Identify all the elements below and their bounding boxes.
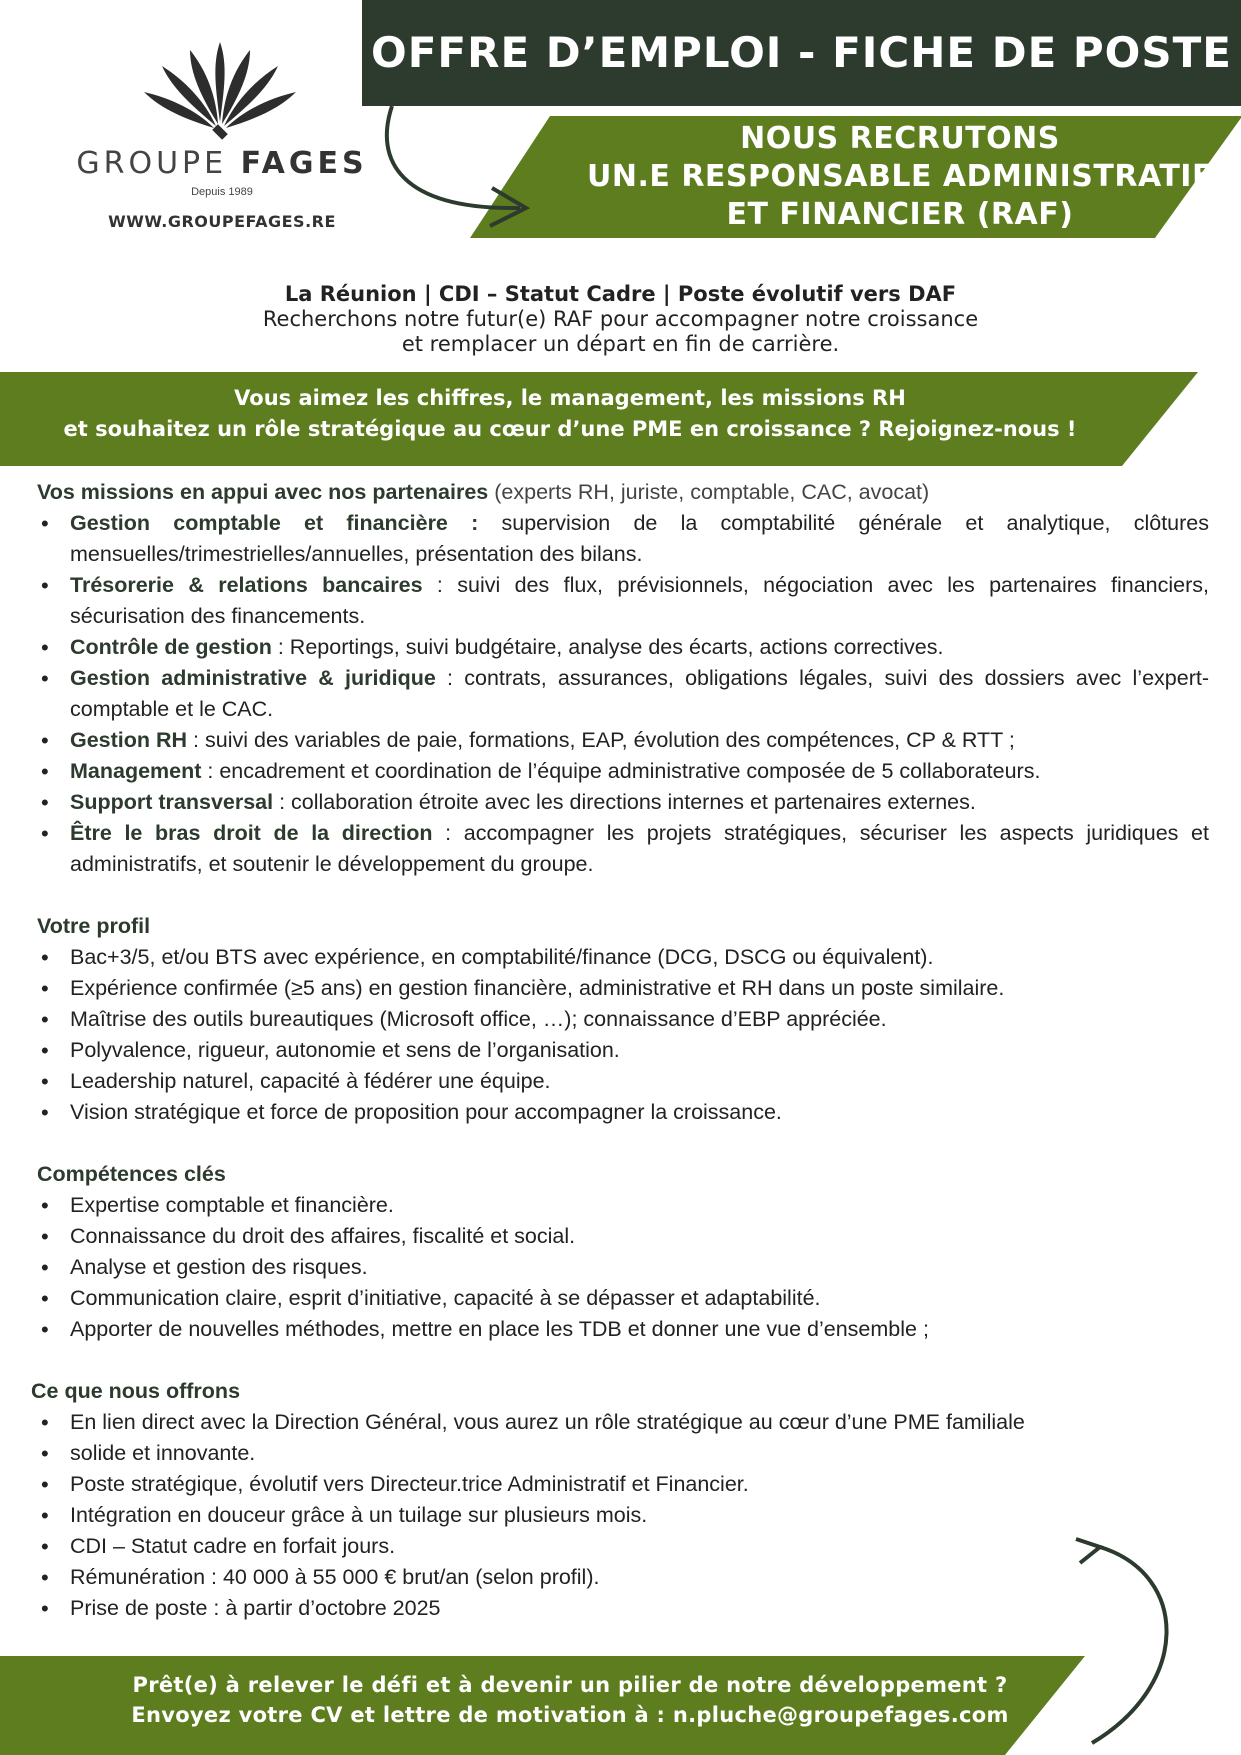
intro-line: La Réunion | CDI – Statut Cadre | Poste évolutif vers DAF — [284, 282, 957, 306]
tagline-line: et souhaitez un rôle stratégique au cœur d’une PME en croissance ? Rejoignez-nous ! — [63, 417, 1077, 441]
footer-line: Prêt(e) à relever le défi et à devenir un pilier de notre développement ? — [132, 1673, 1008, 1697]
item-text: : contrats, assurances, obligations légales, suivi des dossiers avec l’expert-comptable et le CAC. — [70, 666, 1209, 721]
item-text: : suivi des variables de paie, formations, EAP, évolution des compétences, CP & RTT ; — [187, 728, 1015, 752]
list-item: • Prise de poste : à partir d’octobre 2025 — [37, 1593, 1209, 1624]
company-name-bold: FAGES — [240, 146, 368, 181]
curved-arrow-icon — [1040, 1535, 1180, 1755]
page-title: OFFRE D’EMPLOI - FICHE DE POSTE — [371, 28, 1232, 77]
tagline-line: Vous aimez les chiffres, le management, les missions RH — [234, 386, 906, 410]
list-item: • Expertise comptable et financière. — [37, 1190, 1209, 1221]
recruit-line: UN.E RESPONSABLE ADMINISTRATIF — [587, 159, 1213, 194]
missions-heading — [37, 477, 1209, 508]
list-item — [37, 508, 1209, 570]
company-name-light: GROUPE — [76, 146, 241, 181]
item-label: Management — [70, 759, 202, 783]
item-text: : suivi des flux, prévisionnels, négociation avec les partenaires financiers, sécurisation des financements. — [70, 573, 1209, 628]
intro-line: Recherchons notre futur(e) RAF pour accompagner notre croissance — [262, 307, 979, 331]
list-item: • Expérience confirmée (≥5 ans) en gestion financière, administrative et RH dans un poste similaire. — [37, 973, 1209, 1004]
list-item: • solide et innovante. — [37, 1438, 1209, 1469]
list-item: • Vision stratégique et force de proposition pour accompagner la croissance. — [37, 1097, 1209, 1128]
list-item: • En lien direct avec la Direction Général, vous aurez un rôle stratégique au cœur d’une PME familiale — [37, 1407, 1209, 1438]
recruit-line: NOUS RECRUTONS — [740, 121, 1060, 156]
intro-line: et remplacer un départ en fin de carrière. — [401, 332, 840, 356]
contact-email-link[interactable]: Envoyez votre CV et lettre de motivation à : n.pluche@groupefages.com — [131, 1703, 1009, 1727]
item-label: Contrôle de gestion — [70, 635, 272, 659]
tagline — [0, 383, 1140, 445]
item-text: : collaboration étroite avec les directions internes et partenaires externes. — [273, 790, 976, 814]
missions-note: (experts RH, juriste, comptable, CAC, avocat) — [494, 480, 930, 504]
offer-heading: Ce que nous offrons — [31, 1379, 241, 1403]
intro-block — [0, 282, 1241, 357]
skills-heading: Compétences clés — [37, 1162, 226, 1186]
list-item — [37, 787, 1209, 818]
missions-list — [37, 508, 1209, 880]
list-item: • Connaissance du droit des affaires, fiscalité et social. — [37, 1221, 1209, 1252]
item-label: Support transversal — [70, 790, 274, 814]
item-text: supervision de la comptabilité générale et analytique, clôtures mensuelles/trimestrielles/annuelles, présentation des bilans. — [70, 511, 1209, 566]
company-website-link[interactable]: WWW.GROUPEFAGES.RE — [108, 212, 336, 231]
curved-arrow-icon — [380, 100, 530, 240]
list-item: • Poste stratégique, évolutif vers Directeur.trice Administratif et Financier. — [37, 1469, 1209, 1500]
recruit-heading — [560, 120, 1240, 234]
item-label: Être le bras droit de la direction — [70, 821, 433, 845]
profile-heading: Votre profil — [37, 914, 151, 938]
list-item: • Bac+3/5, et/ou BTS avec expérience, en comptabilité/finance (DCG, DSCG ou équivalent). — [37, 942, 1209, 973]
item-text: : accompagner les projets stratégiques, sécuriser les aspects juridiques et administratifs, et soutenir le développement du groupe. — [70, 821, 1209, 876]
list-item: • Analyse et gestion des risques. — [37, 1252, 1209, 1283]
list-item: • Intégration en douceur grâce à un tuilage sur plusieurs mois. — [37, 1500, 1209, 1531]
list-item: • CDI – Statut cadre en forfait jours. — [37, 1531, 1209, 1562]
profile-list — [37, 942, 1209, 1128]
missions-title: Vos missions en appui avec nos partenaires — [37, 480, 489, 504]
list-item — [37, 756, 1209, 787]
list-item — [37, 725, 1209, 756]
item-label: Trésorerie & relations bancaires — [70, 573, 423, 597]
item-text: : Reportings, suivi budgétaire, analyse des écarts, actions correctives. — [271, 635, 944, 659]
header-title-bar — [362, 0, 1241, 106]
list-item: • Maîtrise des outils bureautiques (Microsoft office, …); connaissance d’EBP appréciée. — [37, 1004, 1209, 1035]
item-text: : encadrement et coordination de l’équipe administrative composée de 5 collaborateurs. — [201, 759, 1041, 783]
company-name — [72, 146, 372, 181]
list-item: • Leadership naturel, capacité à fédérer une équipe. — [37, 1066, 1209, 1097]
skills-list — [37, 1190, 1209, 1345]
list-item — [37, 818, 1209, 880]
fan-logo-icon — [140, 40, 300, 140]
list-item — [37, 632, 1209, 663]
item-label: Gestion RH — [70, 728, 188, 752]
list-item: • Communication claire, esprit d’initiative, capacité à se dépasser et adaptabilité. — [37, 1283, 1209, 1314]
footer-cta — [0, 1670, 1140, 1730]
company-since: Depuis 1989 — [191, 186, 253, 198]
recruit-line: ET FINANCIER (RAF) — [726, 197, 1074, 232]
list-item — [37, 663, 1209, 725]
list-item: • Apporter de nouvelles méthodes, mettre en place les TDB et donner une vue d’ensemble ; — [37, 1314, 1209, 1345]
job-content — [31, 477, 1209, 1624]
offer-list — [37, 1407, 1209, 1624]
item-label: Gestion administrative & juridique — [70, 666, 436, 690]
list-item — [37, 570, 1209, 632]
list-item: • Rémunération : 40 000 à 55 000 € brut/an (selon profil). — [37, 1562, 1209, 1593]
item-label: Gestion comptable et financière : — [70, 511, 479, 535]
list-item: • Polyvalence, rigueur, autonomie et sens de l’organisation. — [37, 1035, 1209, 1066]
